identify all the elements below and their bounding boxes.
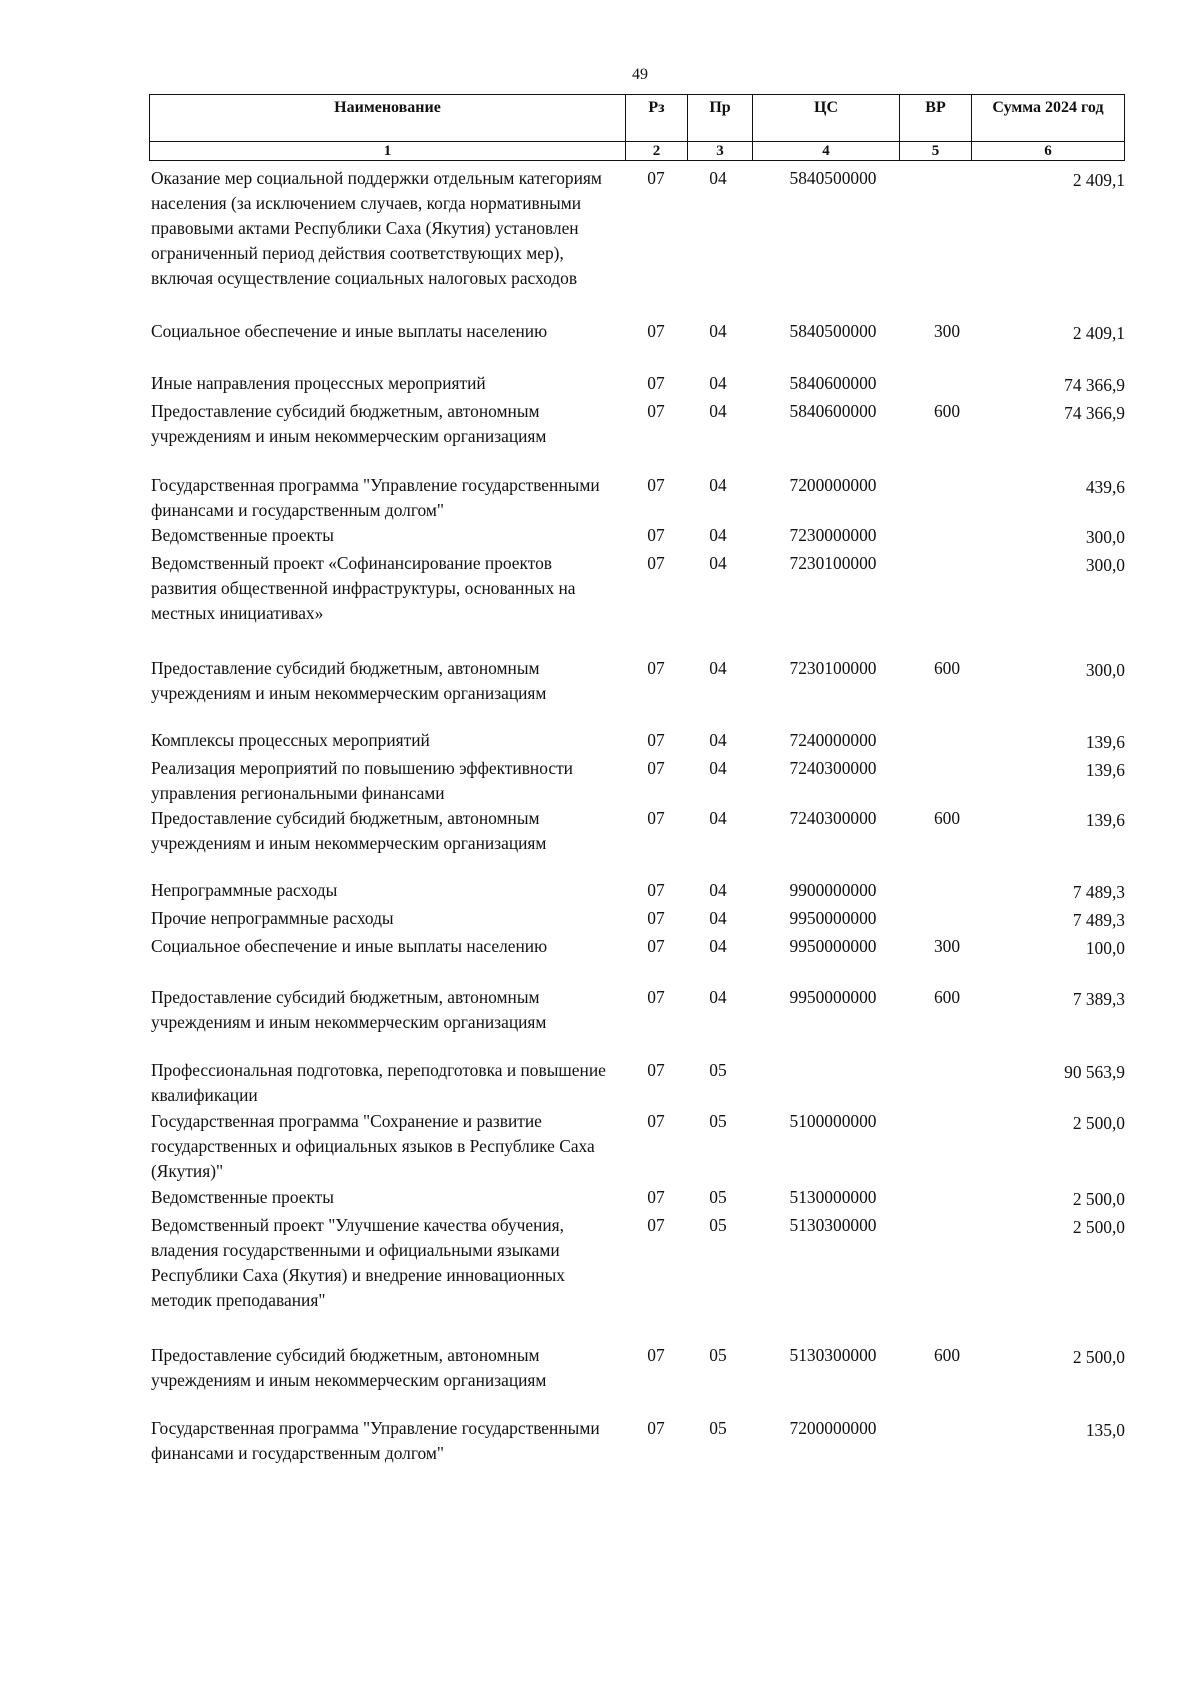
row-pr: 04	[709, 880, 727, 900]
table-row	[151, 523, 1125, 550]
row-sum: 2 500,0	[1072, 1347, 1125, 1367]
row-name: Оказание мер социальной поддержки отдельным категориям населения (за исключением случаев, когда нормативными правовыми актами Республики Саха (Якутия) установлен ограниченный период действия соответствующих мер), включая осуществление социальных налоговых расходов	[151, 168, 602, 288]
row-sum: 2 500,0	[1072, 1189, 1125, 1209]
row-cs: 7240300000	[789, 808, 877, 828]
header-num-3: 3	[688, 142, 753, 161]
table-row	[151, 551, 1125, 626]
row-name: Ведомственные проекты	[151, 1187, 334, 1207]
header-number-row	[150, 142, 1125, 161]
row-rz: 07	[647, 880, 665, 900]
row-pr: 04	[709, 658, 727, 678]
table-row	[151, 1109, 1125, 1184]
row-name: Непрограммные расходы	[151, 880, 338, 900]
row-rz: 07	[647, 1418, 665, 1438]
header-name: Наименование	[150, 95, 626, 142]
row-cs: 7230100000	[789, 553, 877, 573]
table-row	[151, 934, 1125, 961]
table-row	[151, 166, 1125, 291]
page-number: 49	[632, 66, 648, 83]
row-pr: 04	[709, 373, 727, 393]
row-pr: 04	[709, 401, 727, 421]
row-name: Социальное обеспечение и иные выплаты населению	[151, 936, 548, 956]
table-row	[151, 806, 1125, 856]
row-rz: 07	[647, 401, 665, 421]
table-row	[151, 756, 1125, 806]
row-pr: 04	[709, 475, 727, 495]
row-sum: 2 500,0	[1072, 1113, 1125, 1133]
row-vr: 600	[933, 1345, 961, 1365]
header-vr: ВР	[900, 95, 972, 142]
header-num-5: 5	[900, 142, 972, 161]
row-vr: 300	[933, 321, 961, 341]
row-cs: 7230100000	[789, 658, 877, 678]
table-row	[151, 1058, 1125, 1108]
row-vr: 300	[933, 936, 961, 956]
row-sum: 7 489,3	[1072, 882, 1125, 902]
row-pr: 04	[709, 321, 727, 341]
row-name: Профессиональная подготовка, переподготовка и повышение квалификации	[151, 1060, 606, 1105]
row-rz: 07	[647, 373, 665, 393]
row-cs: 5130300000	[789, 1215, 877, 1235]
row-cs: 7240000000	[789, 730, 877, 750]
row-sum: 100,0	[1085, 938, 1125, 958]
row-sum: 300,0	[1085, 555, 1125, 575]
row-cs: 5100000000	[789, 1111, 877, 1131]
row-rz: 07	[647, 908, 665, 928]
row-sum: 139,6	[1085, 810, 1125, 830]
row-cs: 9900000000	[789, 880, 877, 900]
row-pr: 05	[709, 1345, 727, 1365]
row-pr: 04	[709, 553, 727, 573]
row-cs: 9950000000	[789, 908, 877, 928]
row-name: Прочие непрограммные расходы	[151, 908, 394, 928]
row-name: Ведомственные проекты	[151, 525, 334, 545]
row-pr: 04	[709, 758, 727, 778]
table-row	[151, 371, 1125, 398]
header-num-6: 6	[972, 142, 1125, 161]
table-row	[151, 1185, 1125, 1212]
row-cs: 5840600000	[789, 401, 877, 421]
header-row	[150, 95, 1125, 142]
table-row	[151, 656, 1125, 706]
row-sum: 90 563,9	[1064, 1062, 1125, 1082]
row-pr: 04	[709, 908, 727, 928]
row-rz: 07	[647, 525, 665, 545]
row-sum: 74 366,9	[1064, 375, 1125, 395]
row-pr: 05	[709, 1060, 727, 1080]
header-sum: Сумма 2024 год	[972, 95, 1125, 142]
table-row	[151, 1416, 1125, 1466]
row-rz: 07	[647, 658, 665, 678]
header-num-1: 1	[150, 142, 626, 161]
row-vr: 600	[933, 808, 961, 828]
header-num-4: 4	[753, 142, 900, 161]
row-rz: 07	[647, 730, 665, 750]
row-cs: 5840600000	[789, 373, 877, 393]
row-cs: 7240300000	[789, 758, 877, 778]
table-row	[151, 473, 1125, 523]
row-name: Предоставление субсидий бюджетным, автономным учреждениям и иным некоммерческим организациям	[151, 808, 547, 853]
row-pr: 05	[709, 1111, 727, 1131]
row-sum: 439,6	[1085, 477, 1125, 497]
header-num-2: 2	[626, 142, 688, 161]
row-rz: 07	[647, 1345, 665, 1365]
row-cs: 5130000000	[789, 1187, 877, 1207]
row-vr: 600	[933, 401, 961, 421]
table-row	[151, 399, 1125, 449]
table-row	[151, 1343, 1125, 1393]
row-cs: 5840500000	[789, 321, 877, 341]
table-row	[151, 985, 1125, 1035]
row-sum: 139,6	[1085, 732, 1125, 752]
row-rz: 07	[647, 758, 665, 778]
row-name: Ведомственный проект «Софинансирование проектов развития общественной инфраструктуры, основанных на местных инициативах»	[151, 553, 576, 623]
row-vr: 600	[933, 658, 961, 678]
row-pr: 04	[709, 808, 727, 828]
header-rz: Рз	[626, 95, 688, 142]
row-name: Ведомственный проект "Улучшение качества обучения, владения государственными и официальными языками Республики Саха (Якутия) и внедрение инновационных методик преподавания"	[151, 1215, 565, 1310]
row-vr: 600	[933, 987, 961, 1007]
row-pr: 04	[709, 987, 727, 1007]
row-name: Государственная программа "Управление государственными финансами и государственным долгом"	[151, 1418, 600, 1463]
row-pr: 04	[709, 730, 727, 750]
row-sum: 74 366,9	[1064, 403, 1125, 423]
row-sum: 300,0	[1085, 527, 1125, 547]
row-cs: 5840500000	[789, 168, 877, 188]
row-pr: 04	[709, 168, 727, 188]
table-row	[151, 906, 1125, 933]
header-cs: ЦС	[753, 95, 900, 142]
row-cs: 9950000000	[789, 936, 877, 956]
table-row	[151, 728, 1125, 755]
row-sum: 2 409,1	[1072, 323, 1125, 343]
row-pr: 05	[709, 1187, 727, 1207]
row-name: Государственная программа "Сохранение и развитие государственных и официальных языков в Республике Саха (Якутия)"	[151, 1111, 595, 1181]
row-pr: 04	[709, 936, 727, 956]
table-row	[151, 1213, 1125, 1313]
row-rz: 07	[647, 936, 665, 956]
row-sum: 2 500,0	[1072, 1217, 1125, 1237]
table-header	[149, 94, 1125, 161]
row-name: Предоставление субсидий бюджетным, автономным учреждениям и иным некоммерческим организациям	[151, 1345, 547, 1390]
table-row	[151, 319, 1125, 346]
row-rz: 07	[647, 1111, 665, 1131]
row-cs: 9950000000	[789, 987, 877, 1007]
row-cs: 5130300000	[789, 1345, 877, 1365]
row-name: Комплексы процессных мероприятий	[151, 730, 430, 750]
row-rz: 07	[647, 987, 665, 1007]
row-sum: 300,0	[1085, 660, 1125, 680]
row-pr: 04	[709, 525, 727, 545]
row-sum: 7 389,3	[1072, 989, 1125, 1009]
row-rz: 07	[647, 1215, 665, 1235]
row-sum: 139,6	[1085, 760, 1125, 780]
row-rz: 07	[647, 168, 665, 188]
row-name: Предоставление субсидий бюджетным, автономным учреждениям и иным некоммерческим организациям	[151, 987, 547, 1032]
row-rz: 07	[647, 475, 665, 495]
row-rz: 07	[647, 553, 665, 573]
table-row	[151, 878, 1125, 905]
row-name: Социальное обеспечение и иные выплаты населению	[151, 321, 548, 341]
row-rz: 07	[647, 321, 665, 341]
row-rz: 07	[647, 1060, 665, 1080]
header-pr: Пр	[688, 95, 753, 142]
row-name: Иные направления процессных мероприятий	[151, 373, 486, 393]
row-name: Предоставление субсидий бюджетным, автономным учреждениям и иным некоммерческим организациям	[151, 658, 547, 703]
row-name: Реализация мероприятий по повышению эффективности управления региональными финансами	[151, 758, 573, 803]
row-cs: 7200000000	[789, 475, 877, 495]
row-sum: 2 409,1	[1072, 170, 1125, 190]
row-name: Предоставление субсидий бюджетным, автономным учреждениям и иным некоммерческим организациям	[151, 401, 547, 446]
row-sum: 135,0	[1085, 1420, 1125, 1440]
row-name: Государственная программа "Управление государственными финансами и государственным долгом"	[151, 475, 600, 520]
row-rz: 07	[647, 1187, 665, 1207]
row-sum: 7 489,3	[1072, 910, 1125, 930]
table-body	[151, 166, 1125, 1466]
row-cs: 7230000000	[789, 525, 877, 545]
row-pr: 05	[709, 1418, 727, 1438]
row-rz: 07	[647, 808, 665, 828]
row-cs: 7200000000	[789, 1418, 877, 1438]
row-pr: 05	[709, 1215, 727, 1235]
